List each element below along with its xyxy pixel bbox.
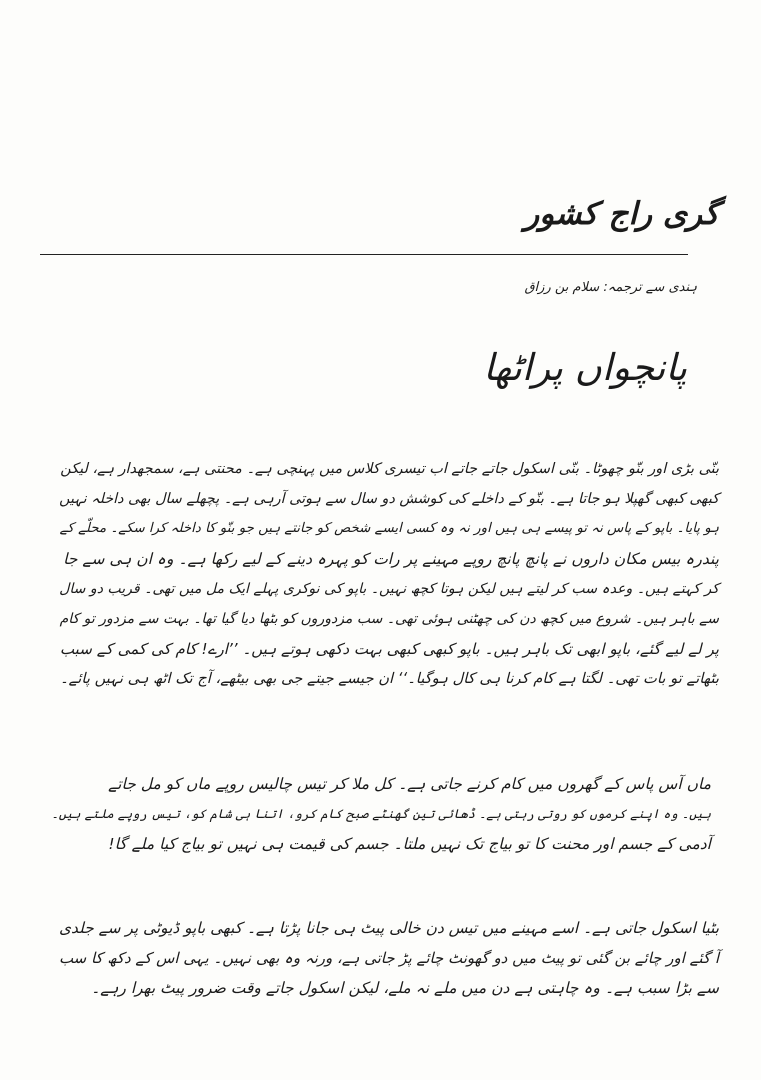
story-title: پانچواں پراٹھا [483,346,687,389]
text-line: سے باہر ہیں۔ شروع میں کچھ دن کی چھٹنی ہوئی تھی۔ سب مزدوروں کو بٹھا دیا گیا تھا۔ بہت سے مزدور تو کام [59,611,719,627]
text-line: کبھی کبھی گھپلا ہو جاتا ہے۔ بنّو کے داخلے کی کوشش دو سال سے ہوتی آرہی ہے۔ پچھلے سال بھی داخلہ نہیں [59,491,719,507]
text-line: کر کہتے ہیں۔ وعدہ سب کر لیتے ہیں لیکن ہوتا کچھ نہیں۔ باپو کی نوکری پہلے ایک مل میں تھی۔ قریب دو سال [59,581,719,597]
text-line: پر لے لیے گئے، باپو ابھی تک باہر ہیں۔ باپو کبھی کبھی بہت دکھی ہوتے ہیں۔ ’’ارے! کام کی کمی کے سبب [59,640,719,658]
translator-credit: ہندی سے ترجمہ: سلام بن رزاق [524,280,697,295]
text-line: سے بڑا سبب ہے۔ وہ چاہتی ہے دن میں ملے نہ ملے، لیکن اسکول جاتے وقت ضرور پیٹ بھرا رہے۔ [91,979,719,997]
text-line: آ گئے اور چائے بن گئی تو پیٹ میں دو گھونٹ چائے پڑ جاتی ہے، ورنہ وہ بھی نہیں۔ یہی اس کے دکھ کا سب [58,949,719,967]
paragraph-2 [51,769,711,859]
header-divider [40,254,688,255]
text-line: بٹھاتے تو بات تھی۔ لگتا ہے کام کرنا ہی کال ہوگیا۔‘‘ ان جیسے جیتے جی بھی بیٹھے، آج تک اٹھ ہی نہیں پائے۔ [60,670,719,687]
text-line: آدمی کے جسم اور محنت کا تو بیاج تک نہیں ملتا۔ جسم کی قیمت ہی نہیں تو بیاج کیا ملے گا! [108,835,711,853]
text-line: بٹیا اسکول جاتی ہے۔ اسے مہینے میں تیس دن خالی پیٹ ہی جانا پڑتا ہے۔ کبھی باپو ڈیوٹی پر سے جلدی [59,919,719,937]
author-name: گری راج کشور [524,196,719,232]
paragraph-1 [59,454,719,694]
paragraph-3 [59,913,719,1003]
text-line: ہو پایا۔ باپو کے پاس نہ تو پیسے ہی ہیں اور نہ وہ کسی ایسے شخص کو جانتے ہیں جو بنّو کا داخلہ کرا سکے۔ محلّے کے [59,521,719,536]
text-line: بنّی بڑی اور بنّو چھوٹا۔ بنّی اسکول جاتے جاتے اب تیسری کلاس میں پہنچی ہے۔ محنتی ہے، سمجھدار ہے، لیکن [60,461,719,477]
text-line: ہیں۔ وہ اپنے کرموں کو روتی رہتی ہے۔ ڈھائی تین گھنٹے صبح کام کرو، اتنا ہی شام کو، تیس روپے ملتے ہیں۔ [51,806,711,821]
text-line: ماں آس پاس کے گھروں میں کام کرنے جاتی ہے۔ کل ملا کر تیس چالیس روپے ماں کو مل جاتے [108,775,711,793]
text-line: پندرہ بیس مکان داروں نے پانچ پانچ روپے مہینے پر رات کو پہرہ دینے کے لیے رکھا ہے۔ وہ ان ہی سے جا [63,550,719,568]
